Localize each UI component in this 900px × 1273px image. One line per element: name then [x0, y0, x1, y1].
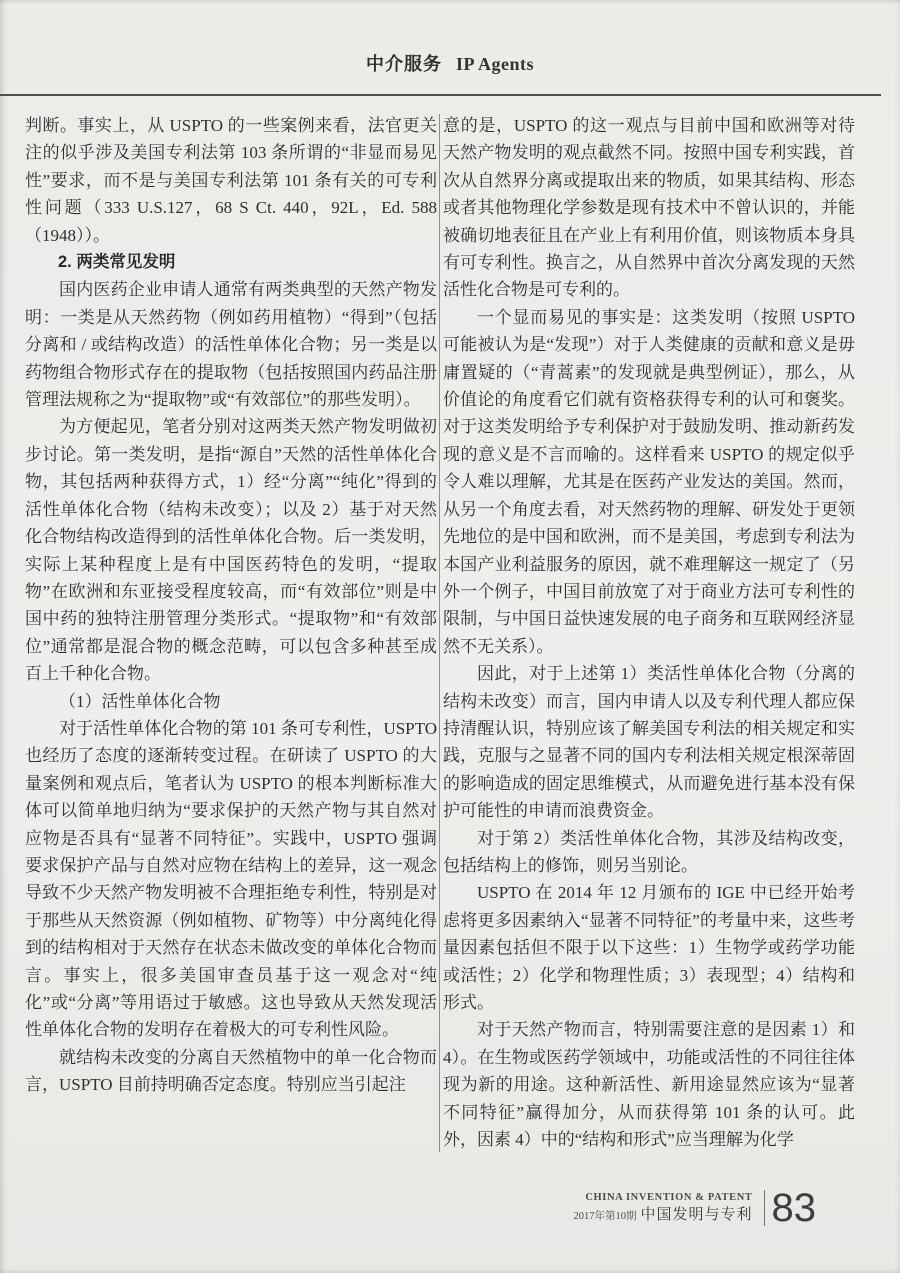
paragraph: 判断。事实上，从 USPTO 的一些案例来看，法官更关注的似乎涉及美国专利法第 103 条所谓的“非显而易见性”要求，而不是与美国专利法第 101 条有关的可专利性问题（333 U.S.127，68 S Ct. 440，92L，Ed. 588（1948））。: [25, 116, 437, 245]
paragraph: 一个显而易见的事实是：这类发明（按照 USPTO 可能被认为是“发现”）对于人类健康的贡献和意义是毋庸置疑的（“青蒿素”的发现就是典型例证），那么，从价值论的角度看它们就有资格获得专利的认可和褒奖。对于这类发明给予专利保护对于鼓励发明、推动新药发现的意义是不言而喻的。这样看来 USPTO 的规定似乎令人难以理解，尤其是在医药产业发达的美国。然而，从另一个角度去看，对天然药物的理解、研发处于更领先地位的是中国和欧洲，而不是美国，考虑到专利法为本国产业利益服务的原因，就不难理解这一规定了（另外一个例子，中国目前放宽了对于商业方法可专利性的限制，与中国日益快速发展的电子商务和互联网经济显然不无关系）。: [443, 307, 855, 656]
paragraph: 就结构未改变的分离自天然植物中的单一化合物而言，USPTO 目前持明确否定态度。特别应当引起注: [25, 1047, 437, 1095]
subsection-heading: （1）活性单体化合物: [59, 691, 221, 711]
page-number: 83: [771, 1186, 816, 1230]
paragraph: USPTO 在 2014 年 12 月颁布的 IGE 中已经开始考虑将更多因素纳入“显著不同特征”的考量中来，这些考量因素包括但不限于以下这些：1）生物学或药学功能或活性；2）化学和物理性质；3）表现型；4）结构和形式。: [443, 883, 855, 1012]
section-title-en: IP Agents: [455, 54, 534, 74]
page-footer: [573, 1188, 816, 1228]
header-rule: [0, 94, 881, 96]
paragraph: 因此，对于上述第 1）类活性单体化合物（分离的结构未改变）而言，国内申请人以及专利代理人都应保持清醒认识，特别应该了解美国专利法的相关规定和实践，克服与之显著不同的国内专利法相关规定根深蒂固的影响造成的固定思维模式，从而避免进行基本没有保护可能性的申请而浪费资金。: [443, 664, 855, 821]
paragraph: 对于天然产物而言，特别需要注意的是因素 1）和 4）。在生物或医药学领域中，功能或活性的不同往往体现为新的用途。这种新活性、新用途显然应该为“显著不同特征”赢得加分，从而获得第 101 条的认可。此外，因素 4）中的“结构和形式”应当理解为化学: [443, 1020, 855, 1150]
right-column: [443, 112, 855, 1153]
section-heading: 2. 两类常见发明: [58, 253, 176, 272]
paragraph: 对于第 2）类活性单体化合物，其涉及结构改变，包括结构上的修饰，则另当别论。: [443, 828, 855, 875]
paragraph: 国内医药企业申请人通常有两类典型的天然产物发明：一类是从天然药物（例如药用植物）“得到”（包括分离和 / 或结构改造）的活性单体化合物；另一类是以药物组合物形式存在的提取物（包括按照国内药品注册管理法规称之为“提取物”或“有效部位”的那些发明）。: [25, 280, 437, 410]
issue-label: 2017年第10期: [573, 1210, 637, 1222]
left-column: [25, 112, 437, 1099]
paragraph: 对于活性单体化合物的第 101 条可专利性，USPTO 也经历了态度的逐渐转变过程。在研读了 USPTO 的大量案例和观点后，笔者认为 USPTO 的根本判断标准大体可以简单地归纳为“要求保护的天然产物与其自然对应物是否具有“显著不同特征”。实践中，USPTO 强调要求保护产品与自然对应物在结构上的差异，这一观念导致不少天然产物发明被不合理拒绝专利性，特别是对于那些从天然资源（例如植物、矿物等）中分离纯化得到的结构相对于天然存在状态未做改变的单体化合物而言。事实上，很多美国审查员基于这一观念对“纯化”或“分离”等用语过于敏感。这也导致从天然发现活性单体化合物的发明存在着极大的可专利性风险。: [25, 718, 437, 1040]
section-title-cn: 中介服务: [365, 54, 442, 74]
column-divider: [439, 114, 440, 1152]
journal-name-en: CHINA INVENTION & PATENT: [585, 1192, 753, 1204]
paragraph: 为方便起见，笔者分别对这两类天然产物发明做初步讨论。第一类发明，是指“源自”天然的活性单体化合物，其包括两种获得方式，1）经“分离”“纯化”得到的活性单体化合物（结构未改变）；以及 2）基于对天然化合物结构改造得到的活性单体化合物。后一类发明，实际上某种程度上是有中国医药特色的发明，“提取物”在欧洲和东亚接受程度较高，而“有效部位”则是中国中药的独特注册管理分类形式。“提取物”和“有效部位”通常都是混合物的概念范畴，可以包含多种甚至成百上千种化合物。: [25, 417, 437, 684]
paragraph: 意的是，USPTO 的这一观点与目前中国和欧洲等对待天然产物发明的观点截然不同。按照中国专利实践，首次从自然界分离或提取出来的物质，如果其结构、形态或者其他物理化学参数是现有技术中不曾认识的，并能被确切地表征且在产业上有利用价值，则该物质本身具有可专利性。换言之，从自然界中首次分离发现的天然活性化合物是可专利的。: [443, 116, 855, 300]
journal-names: [573, 1191, 760, 1224]
page-header: [0, 50, 900, 76]
footer-divider: [764, 1190, 765, 1226]
journal-issue-line: [573, 1205, 752, 1225]
journal-name-cn: 中国发明与专利: [640, 1206, 753, 1223]
